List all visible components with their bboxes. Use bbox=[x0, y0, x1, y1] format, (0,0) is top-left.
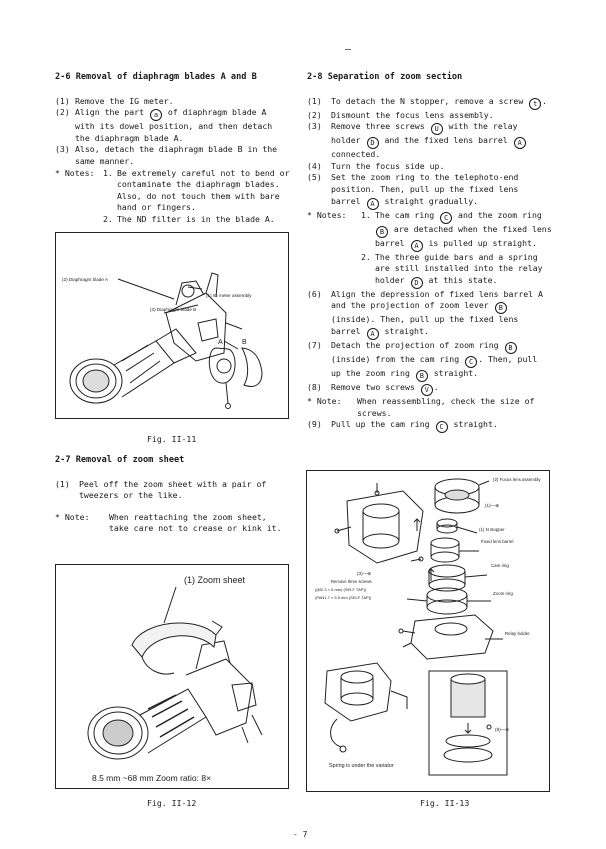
figure-ii-11-caption: Fig. II-11 bbox=[147, 434, 197, 444]
label-diaphragm-blade-a: (2) Diaphragm blade A bbox=[62, 277, 108, 282]
step-2-6-1 bbox=[55, 96, 290, 108]
note-label: * Note: bbox=[307, 395, 342, 406]
circled-letter: A bbox=[367, 328, 379, 340]
step-2-8-6 bbox=[307, 289, 552, 340]
figure-ii-11 bbox=[55, 232, 289, 419]
step-text: Remove the IG meter. bbox=[75, 95, 174, 106]
step-text: Align the part a of diaphragm blade A with its dowel position, and then detach the diaphragm blade A. bbox=[75, 107, 273, 143]
note-number: 1. bbox=[103, 167, 113, 178]
note-text: The cam ring C and the zoom ring B are detached when the fixed lens barrel A is pulled up straight. bbox=[375, 209, 552, 250]
step-text: To detach the N stopper, remove a screw t . bbox=[331, 95, 548, 108]
step-2-8-5 bbox=[307, 172, 552, 209]
step-2-8-3 bbox=[307, 121, 552, 161]
step-number: (9) bbox=[307, 419, 322, 430]
note-text: When reassembling, check the size of screws. bbox=[357, 395, 535, 418]
step-number: (6) bbox=[307, 288, 322, 299]
step-number: (2) bbox=[307, 109, 322, 120]
step-text: Turn the focus side up. bbox=[331, 160, 445, 171]
section-2-8-heading: 2-8 Separation of zoom section bbox=[307, 72, 463, 82]
zoom-spec: 8.5 mm ~68 mm Zoom ratio: 8× bbox=[92, 773, 212, 783]
note-2-7 bbox=[55, 512, 290, 535]
figure-ii-12-caption: Fig. II-12 bbox=[147, 798, 197, 808]
note-label: * Note: bbox=[55, 511, 90, 522]
label-zoom-sheet: (1) Zoom sheet bbox=[184, 575, 246, 585]
diaphragm-illustration bbox=[56, 233, 288, 418]
note-number: 2. bbox=[361, 251, 371, 262]
figure-ii-13-caption: Fig. II-13 bbox=[420, 798, 470, 808]
note-number: 1. bbox=[361, 209, 371, 220]
step-number: (4) bbox=[307, 160, 322, 171]
label-a: A bbox=[218, 339, 223, 346]
step-text: Peel off the zoom sheet with a pair of tweezers or the like. bbox=[79, 478, 267, 501]
figure-ii-13 bbox=[306, 470, 550, 792]
circled-letter: U bbox=[431, 123, 443, 135]
step-text: Set the zoom ring to the telephoto-end position. Then, pull up the fixed lens barrel A straight gradually. bbox=[331, 172, 519, 208]
notes-2-8-2 bbox=[307, 252, 552, 289]
step-number: (5) bbox=[307, 172, 322, 183]
step-text: Remove two screws V . bbox=[331, 381, 439, 394]
label-b: B bbox=[242, 339, 247, 346]
section-2-6-heading: 2-6 Removal of diaphragm blades A and B bbox=[55, 72, 257, 82]
zoom-section-exploded-view bbox=[307, 471, 549, 791]
step-number: (3) bbox=[55, 144, 70, 155]
label-screw-u: (3)—⊕ bbox=[357, 571, 372, 576]
step-number: (8) bbox=[307, 381, 322, 392]
note-2-8-reassembly bbox=[307, 396, 552, 419]
step-2-7-1 bbox=[55, 479, 290, 502]
step-text: Also, detach the diaphragm blade B in the same manner. bbox=[75, 144, 278, 166]
circled-letter: t bbox=[529, 98, 541, 110]
step-2-6-3 bbox=[55, 144, 290, 167]
step-2-8-7 bbox=[307, 340, 552, 382]
label-focus-lens: (2) Focus lens assembly bbox=[493, 477, 541, 482]
circled-letter: D bbox=[411, 277, 423, 289]
circled-letter: A bbox=[367, 198, 379, 210]
circled-letter: B bbox=[416, 370, 428, 382]
note-text: The three guide bars and a spring are still installed into the relay holder D at this state. bbox=[375, 251, 543, 287]
step-number: (1) bbox=[55, 478, 70, 489]
page-number: - 7 bbox=[293, 830, 308, 839]
notes-2-6-1 bbox=[55, 168, 290, 214]
step-2-8-9 bbox=[307, 419, 552, 433]
notes-2-8-1 bbox=[307, 210, 552, 252]
circled-letter: C bbox=[465, 356, 477, 368]
step-number: (7) bbox=[307, 339, 322, 350]
step-2-8-8 bbox=[307, 382, 552, 396]
note-number: 2. bbox=[103, 213, 113, 224]
section-2-6 bbox=[55, 72, 290, 226]
label-n-stopper: (1) N stopper bbox=[479, 527, 505, 532]
circled-letter: A bbox=[411, 240, 423, 252]
note-text: The ND filter is in the blade A. bbox=[117, 213, 275, 224]
label-ig-meter: (1) IG meter assembly bbox=[206, 293, 252, 298]
circled-letter: B bbox=[376, 226, 388, 238]
step-text: Align the depression of fixed lens barrel A and the projection of zoom lever B (inside). Then, pull up the fixed lens barrel A straight. bbox=[331, 288, 543, 338]
circled-letter: a bbox=[150, 109, 162, 121]
label-zoom-ring: Zoom ring bbox=[493, 591, 513, 596]
step-number: (1) bbox=[55, 95, 70, 106]
label-diaphragm-blade-b: (3) Diaphragm blade B bbox=[150, 307, 197, 312]
step-number: (1) bbox=[307, 95, 322, 106]
step-text: Pull up the cam ring C straight. bbox=[331, 419, 498, 432]
notes-label: * Notes: bbox=[55, 167, 95, 178]
step-text: Dismount the focus lens assembly. bbox=[331, 109, 494, 120]
section-2-7 bbox=[55, 455, 290, 535]
top-dash-mark: — bbox=[345, 44, 352, 55]
label-fixed-lens: Fixed lens barrel bbox=[481, 539, 514, 544]
label-screw-spec-1: ((M2.3 × 5 mm) (SELF TAP)) bbox=[315, 587, 367, 592]
circled-letter: D bbox=[367, 137, 379, 149]
notes-label: * Notes: bbox=[307, 209, 347, 220]
label-remove-screws: Remove three screws. bbox=[331, 579, 373, 584]
section-2-8 bbox=[307, 72, 552, 433]
label-cam-ring: Cam ring bbox=[491, 563, 509, 568]
zoom-sheet-illustration bbox=[56, 565, 288, 788]
circled-letter: V bbox=[421, 384, 433, 396]
step-2-8-1 bbox=[307, 96, 552, 110]
step-number: (2) bbox=[55, 107, 70, 118]
circled-letter: A bbox=[514, 137, 526, 149]
label-relay-holder: Relay holder bbox=[505, 631, 530, 636]
step-text: Detach the projection of zoom ring B (inside) from the cam ring C . Then, pull up the zoom ring B straight. bbox=[331, 339, 538, 380]
label-spring-note: Spring is under the variator bbox=[329, 763, 394, 769]
step-2-8-4 bbox=[307, 161, 552, 173]
section-2-7-heading: 2-7 Removal of zoom sheet bbox=[55, 455, 185, 465]
step-2-8-2 bbox=[307, 110, 552, 122]
step-number: (3) bbox=[307, 121, 322, 132]
circled-letter: C bbox=[440, 212, 452, 224]
note-text: Be extremely careful not to bend or contaminate the diaphragm blades. Also, do not touch them with bare hand or fingers. bbox=[117, 167, 290, 213]
figure-ii-12 bbox=[55, 564, 289, 789]
notes-2-6-2 bbox=[55, 214, 290, 226]
circled-letter: C bbox=[436, 421, 448, 433]
step-2-6-2 bbox=[55, 107, 290, 144]
step-text: Remove three screws U with the relay holder D and the fixed lens barrel A connected. bbox=[331, 121, 552, 161]
circled-letter: B bbox=[495, 302, 507, 314]
note-text: When reattaching the zoom sheet, take care not to crease or kink it. bbox=[109, 511, 282, 534]
label-screw-t: (1)—⊕ bbox=[485, 503, 500, 508]
label-screw-spec-2: (PAN1.7 × 5.5 mm (SELF TAP)) bbox=[315, 595, 372, 600]
label-screw-v: (8)—⊕ bbox=[495, 727, 510, 732]
circled-letter: B bbox=[505, 342, 517, 354]
